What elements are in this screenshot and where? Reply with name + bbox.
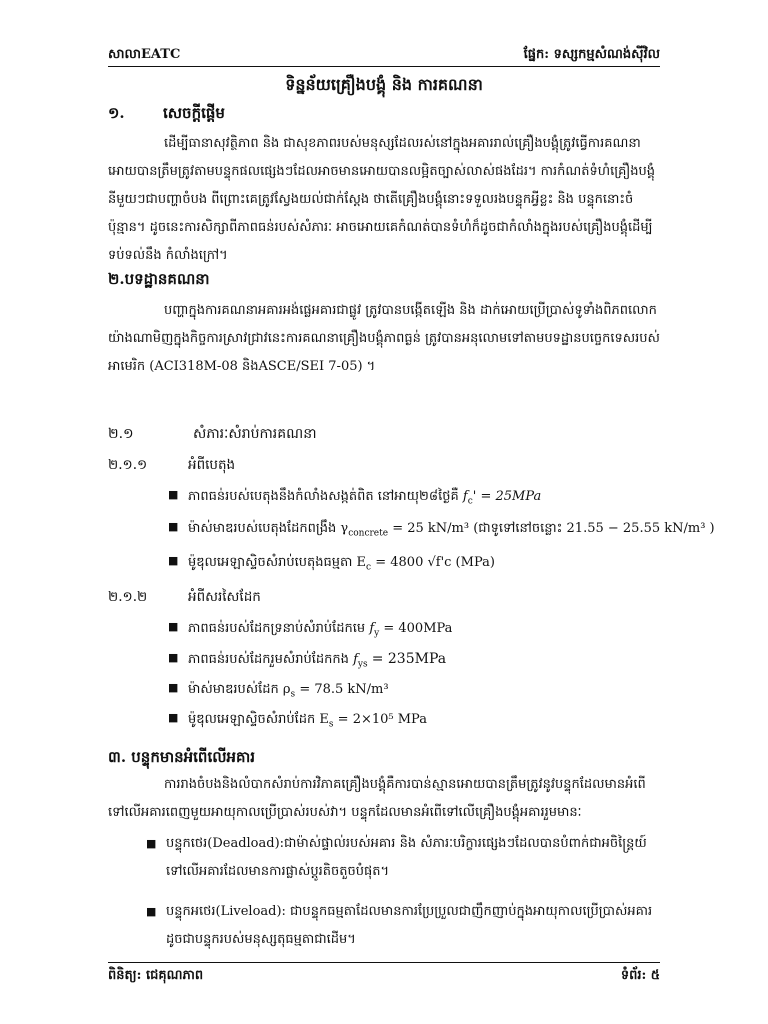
concrete-modulus-symbol: E <box>356 555 367 570</box>
section-1-number: ១. <box>108 104 125 122</box>
liveload-text: : ជាបន្ទុកធម្មតាដែលមានការប្រែប្រួលជាញឹកញាប់ក្នុងអាយុកាលប្រើប្រាស់អគារ ដូចជាបន្ទុករបស់មនុស្សតុធម្មតាជាដើម។ <box>166 904 653 947</box>
concrete-density-note: (ជាទូទៅនៅចន្លោះ 21.55 − 25.55 kN/m³ ) <box>473 521 715 536</box>
section-3-heading <box>108 748 255 770</box>
concrete-density-subscript: concrete <box>348 528 389 539</box>
stirrup-strength-item: ■ ភាពធន់របស់ដែករួមសំរាប់ដែកកង $f_{ys} = 235MPa$ <box>168 651 447 670</box>
concrete-modulus-text: ម៉ូឌុលអេឡាស្ទិចសំរាប់បេតុងធម្មតា <box>188 555 353 570</box>
bullet-icon: ■ <box>168 520 179 533</box>
concrete-strength-text: ភាពធន់របស់បេតុងនឹងកំលាំងសង្កត់ពិត នៅអាយុ២៨ថ្ងៃគឺ <box>188 489 459 504</box>
section-1-heading <box>108 104 225 126</box>
section-2-paragraph: បញ្ហាក្នុងការគណនាអគារអង់ផ្លេអគារជាផ្លូវ ត្រូវបានបង្កើតឡើង និង ដាក់អោយប្រើប្រាស់ទូទាំងពិភពលោកយ៉ាងណាមិញក្នុងកិច្ចការស្រាវជ្រាវនេះការគណនាគ្រឿងបង្គុំភាពធ្ងន់ ត្រូវបានអនុលោមទៅតាមបទដ្ឋានបច្ចេកទេសរបស់ អាមេរិក (ACI318M-08 និងASCE/SEI 7-05) ។ <box>108 303 660 374</box>
main-rebar-strength-formula: = 400MPa <box>383 621 453 636</box>
bullet-icon: ■ <box>168 681 179 694</box>
section-2-number: ២. <box>108 270 125 288</box>
header-department: ផ្នែក: ទស្សកម្មសំណង់ស៊ីវិល <box>523 47 660 62</box>
section-3-paragraph: ការរាងចំបងនិងលំបាកសំរាប់ការវិភាគគ្រឿងបង្គុំគឺការបាន់ស្មានអោយបានត្រឹមត្រូវនូវបន្ទុកដែលមានអំពើទៅលើអគារពេញមួយអាយុកាលប្រើប្រាស់របស់វា។ បន្ទុកដែលមានអំពើទៅលើគ្រឿងបង្គុំអគាររួមមានៈ <box>108 777 646 820</box>
section-2-1-2-title: អំពីសរសៃដែក <box>188 589 261 605</box>
deadload-item <box>146 830 662 886</box>
steel-density-item: ■ ម៉ាស់មាឌរបស់ដែក $\rho_s = 78.5$ kN/m³ <box>168 681 389 700</box>
section-2-1-number: ២.១ <box>108 426 134 442</box>
section-2-1-1-title: អំពីបេតុង <box>188 457 236 473</box>
concrete-density-item <box>168 520 715 544</box>
steel-density-text: ម៉ាស់មាឌរបស់ដែក ρ <box>188 682 291 697</box>
section-2-heading <box>108 270 210 292</box>
section-2-title: បទដ្ឋានគណនា <box>124 270 210 288</box>
section-1-title: សេចក្តីផ្តើម <box>163 104 225 122</box>
bullet-icon: ■ <box>168 711 179 724</box>
concrete-density-text: ម៉ាស់មាឌរបស់បេតុងដែកពង្រឹង γ <box>188 521 349 536</box>
bullet-icon: ■ <box>168 651 179 664</box>
section-2-1-1-number: ២.១.១ <box>108 457 148 473</box>
concrete-strength-item: ■ ភាពធន់របស់បេតុងនឹងកំលាំងសង្កត់ពិត នៅអាយុ២៨ថ្ងៃគឺ $f_c' = 25MPa$ <box>168 488 542 507</box>
main-rebar-strength-text: ភាពធន់របស់ដែកទ្រនាប់សំរាប់ដែកមេ <box>188 621 366 636</box>
main-rebar-strength-item: ■ ភាពធន់របស់ដែកទ្រនាប់សំរាប់ដែកមេ $f_y = 400MPa$ <box>168 620 453 639</box>
stirrup-strength-formula: = 235MPa <box>371 651 447 667</box>
page-footer <box>108 962 660 985</box>
concrete-modulus-item: ■ ម៉ូឌុលអេឡាស្ទិចសំរាប់បេតុងធម្មតា $E_c = 4800$ √f'c (MPa) <box>168 554 495 573</box>
bullet-icon: ■ <box>146 837 157 850</box>
section-2-1-2-heading <box>108 588 261 608</box>
stirrup-strength-text: ភាពធន់របស់ដែករួមសំរាប់ដែកកង <box>188 652 349 667</box>
steel-density-formula: = 78.5 kN/m³ <box>299 682 389 697</box>
section-2-1-2-number: ២.១.២ <box>108 589 148 605</box>
bullet-icon: ■ <box>168 488 179 501</box>
liveload-label: បន្ទុកអថេរ(Liveload) <box>166 904 282 919</box>
deadload-text: :ជាម៉ាស់ផ្ទាល់របស់អគារ និង សំភារៈបរិក្ខារផ្សេងៗដែលបានបំពាក់ជាអចិន្ត្រៃយ៍ទៅលើអគារដែលមានការផ្លាស់ប្តូរតិចតួចបំផុត។ <box>166 836 647 879</box>
steel-modulus-formula: = 2×10⁵ MPa <box>337 712 427 727</box>
footer-reviewer: ពិនិត្យ: ជេគុណភាព <box>108 968 204 983</box>
header-school: សាលាEATC <box>108 47 181 62</box>
steel-modulus-item: ■ ម៉ូឌុលអេឡាស្ទិចសំរាប់ដែក $E_s = 2\times 10^5$ MPa <box>168 711 427 730</box>
liveload-item <box>146 898 662 954</box>
section-2-1-title: សំភារៈសំរាប់ការគណនា <box>193 426 317 442</box>
concrete-density-formula: = 25 kN/m³ <box>392 521 470 536</box>
bullet-icon: ■ <box>168 554 179 567</box>
section-2-1-1-heading <box>108 456 235 476</box>
page-title: ទិន្នន័យគ្រឿងបង្គុំ និង ការគណនា <box>285 75 483 94</box>
page-header <box>108 44 660 67</box>
bullet-icon: ■ <box>146 905 157 918</box>
section-1-paragraph: ដើម្បីធានាសុវត្ថិភាព និង ជាសុខភាពរបស់មនុស្សដែលរស់នៅក្នុងអគាររាល់គ្រឿងបង្គុំត្រូវធ្វើការគណនាអោយបានត្រឹមត្រូវតាមបន្ទុកផលផ្សេងៗដែលអាចមានអោយបានលម្អិតច្បាស់លាស់ផងដែរ។ ការកំណត់ទំហំគ្រឿងបង្គុំនីមួយៗជាបញ្ហាចំបង ពីព្រោះគេត្រូវស្វែងយល់ជាក់ស្តែង ថាតើគ្រឿងបង្គុំនោះទទួលរងបន្ទុកអ្វីខ្លះ និង បន្ទុកនោះចំប៉ុន្មាន។ ដូចនេះការសិក្សាពីភាពធន់របស់សំភារៈ អាចអោយគេកំណត់បានទំហំក៏ដូចជាកំលាំងក្នុងរបស់គ្រឿងបង្គុំដើម្បីទប់ទល់នឹង កំលាំងក្រៅ។ <box>108 136 656 263</box>
concrete-strength-formula: = 25MPa <box>480 489 542 504</box>
steel-modulus-text: ម៉ូឌុលអេឡាស្ទិចសំរាប់ដែក E <box>188 712 329 727</box>
footer-page-number: ទំព័រ: ៥ <box>620 968 660 983</box>
bullet-icon: ■ <box>168 620 179 633</box>
deadload-label: បន្ទុកថេរ(Deadload) <box>166 836 280 851</box>
section-2-1-heading <box>108 424 317 445</box>
section-3-title: បន្ទុកមានអំពើលើអគារ <box>131 748 256 766</box>
concrete-modulus-formula: = 4800 √f'c (MPa) <box>375 555 495 570</box>
section-3-number: ៣. <box>108 748 127 766</box>
